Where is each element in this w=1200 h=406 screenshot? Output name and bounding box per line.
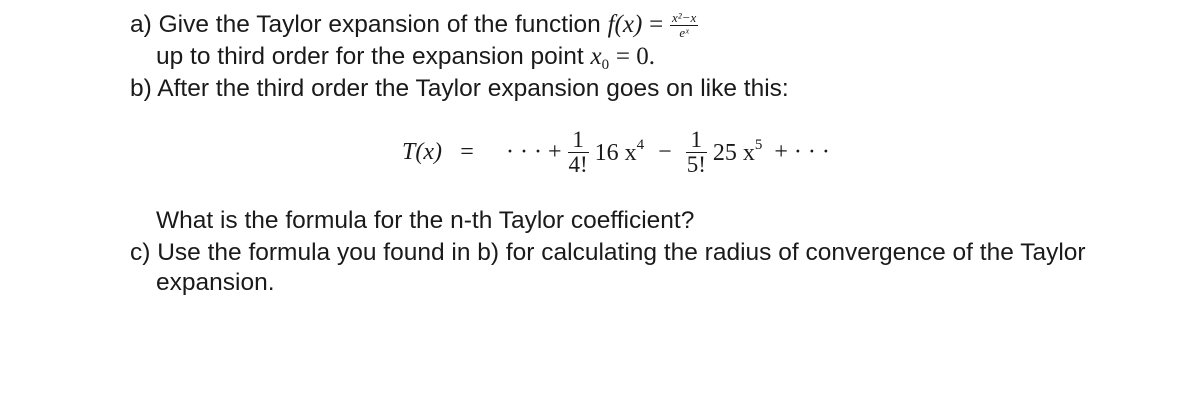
term-2-base: 25 x <box>712 139 755 166</box>
fraction-2-numerator: 1 <box>686 128 707 153</box>
term-1-exponent: 4 <box>636 136 645 153</box>
term-2-exponent: 5 <box>754 136 763 153</box>
part-c-line-1-text: c) Use the formula you found in b) for calculating the radius of convergence of the Taylor <box>130 239 1086 266</box>
term-1-base: 16 x <box>594 139 637 166</box>
function-lhs: f(x) <box>607 11 643 38</box>
part-c-line-2-text: expansion. <box>156 269 275 296</box>
part-c-line-1 <box>130 238 1086 268</box>
function-fraction <box>670 11 698 40</box>
coefficient-question-text: What is the formula for the n-th Taylor coefficient? <box>156 207 695 234</box>
part-a-prefix: a) Give the Taylor expansion of the function <box>130 11 601 38</box>
expansion-point-value: = 0. <box>615 43 656 70</box>
part-a-line-2-text: up to third order for the expansion point <box>156 43 584 70</box>
fraction-1-numerator: 1 <box>568 128 589 153</box>
part-c-line-2 <box>156 268 275 298</box>
function-numerator: x²−x <box>672 10 697 26</box>
part-a-line-1 <box>130 10 698 40</box>
function-denominator: eˣ <box>679 25 689 41</box>
term-25x5 <box>712 136 763 166</box>
fraction-1-denominator: 4! <box>568 152 588 177</box>
part-b-text: b) After the third order the Taylor expansion goes on like this: <box>130 75 789 102</box>
equation-leading-dots: · · · + <box>505 139 562 165</box>
fraction-one-over-5-factorial <box>686 128 707 177</box>
expansion-point-subscript: 0 <box>601 57 610 73</box>
fraction-one-over-4-factorial <box>568 128 589 177</box>
expansion-point-var: x <box>590 43 602 70</box>
part-b-line <box>130 74 789 104</box>
function-equals: = <box>649 11 664 38</box>
taylor-equation <box>402 128 830 177</box>
equation-equals: = <box>460 139 474 165</box>
equation-lhs: T(x) <box>402 139 442 165</box>
part-a-line-2 <box>156 42 655 72</box>
expansion-point <box>590 43 610 73</box>
fraction-2-denominator: 5! <box>686 152 706 177</box>
coefficient-question <box>156 206 694 236</box>
equation-minus: − <box>658 139 672 165</box>
term-16x4 <box>594 136 645 166</box>
equation-trailing-dots: + · · · <box>774 139 830 165</box>
